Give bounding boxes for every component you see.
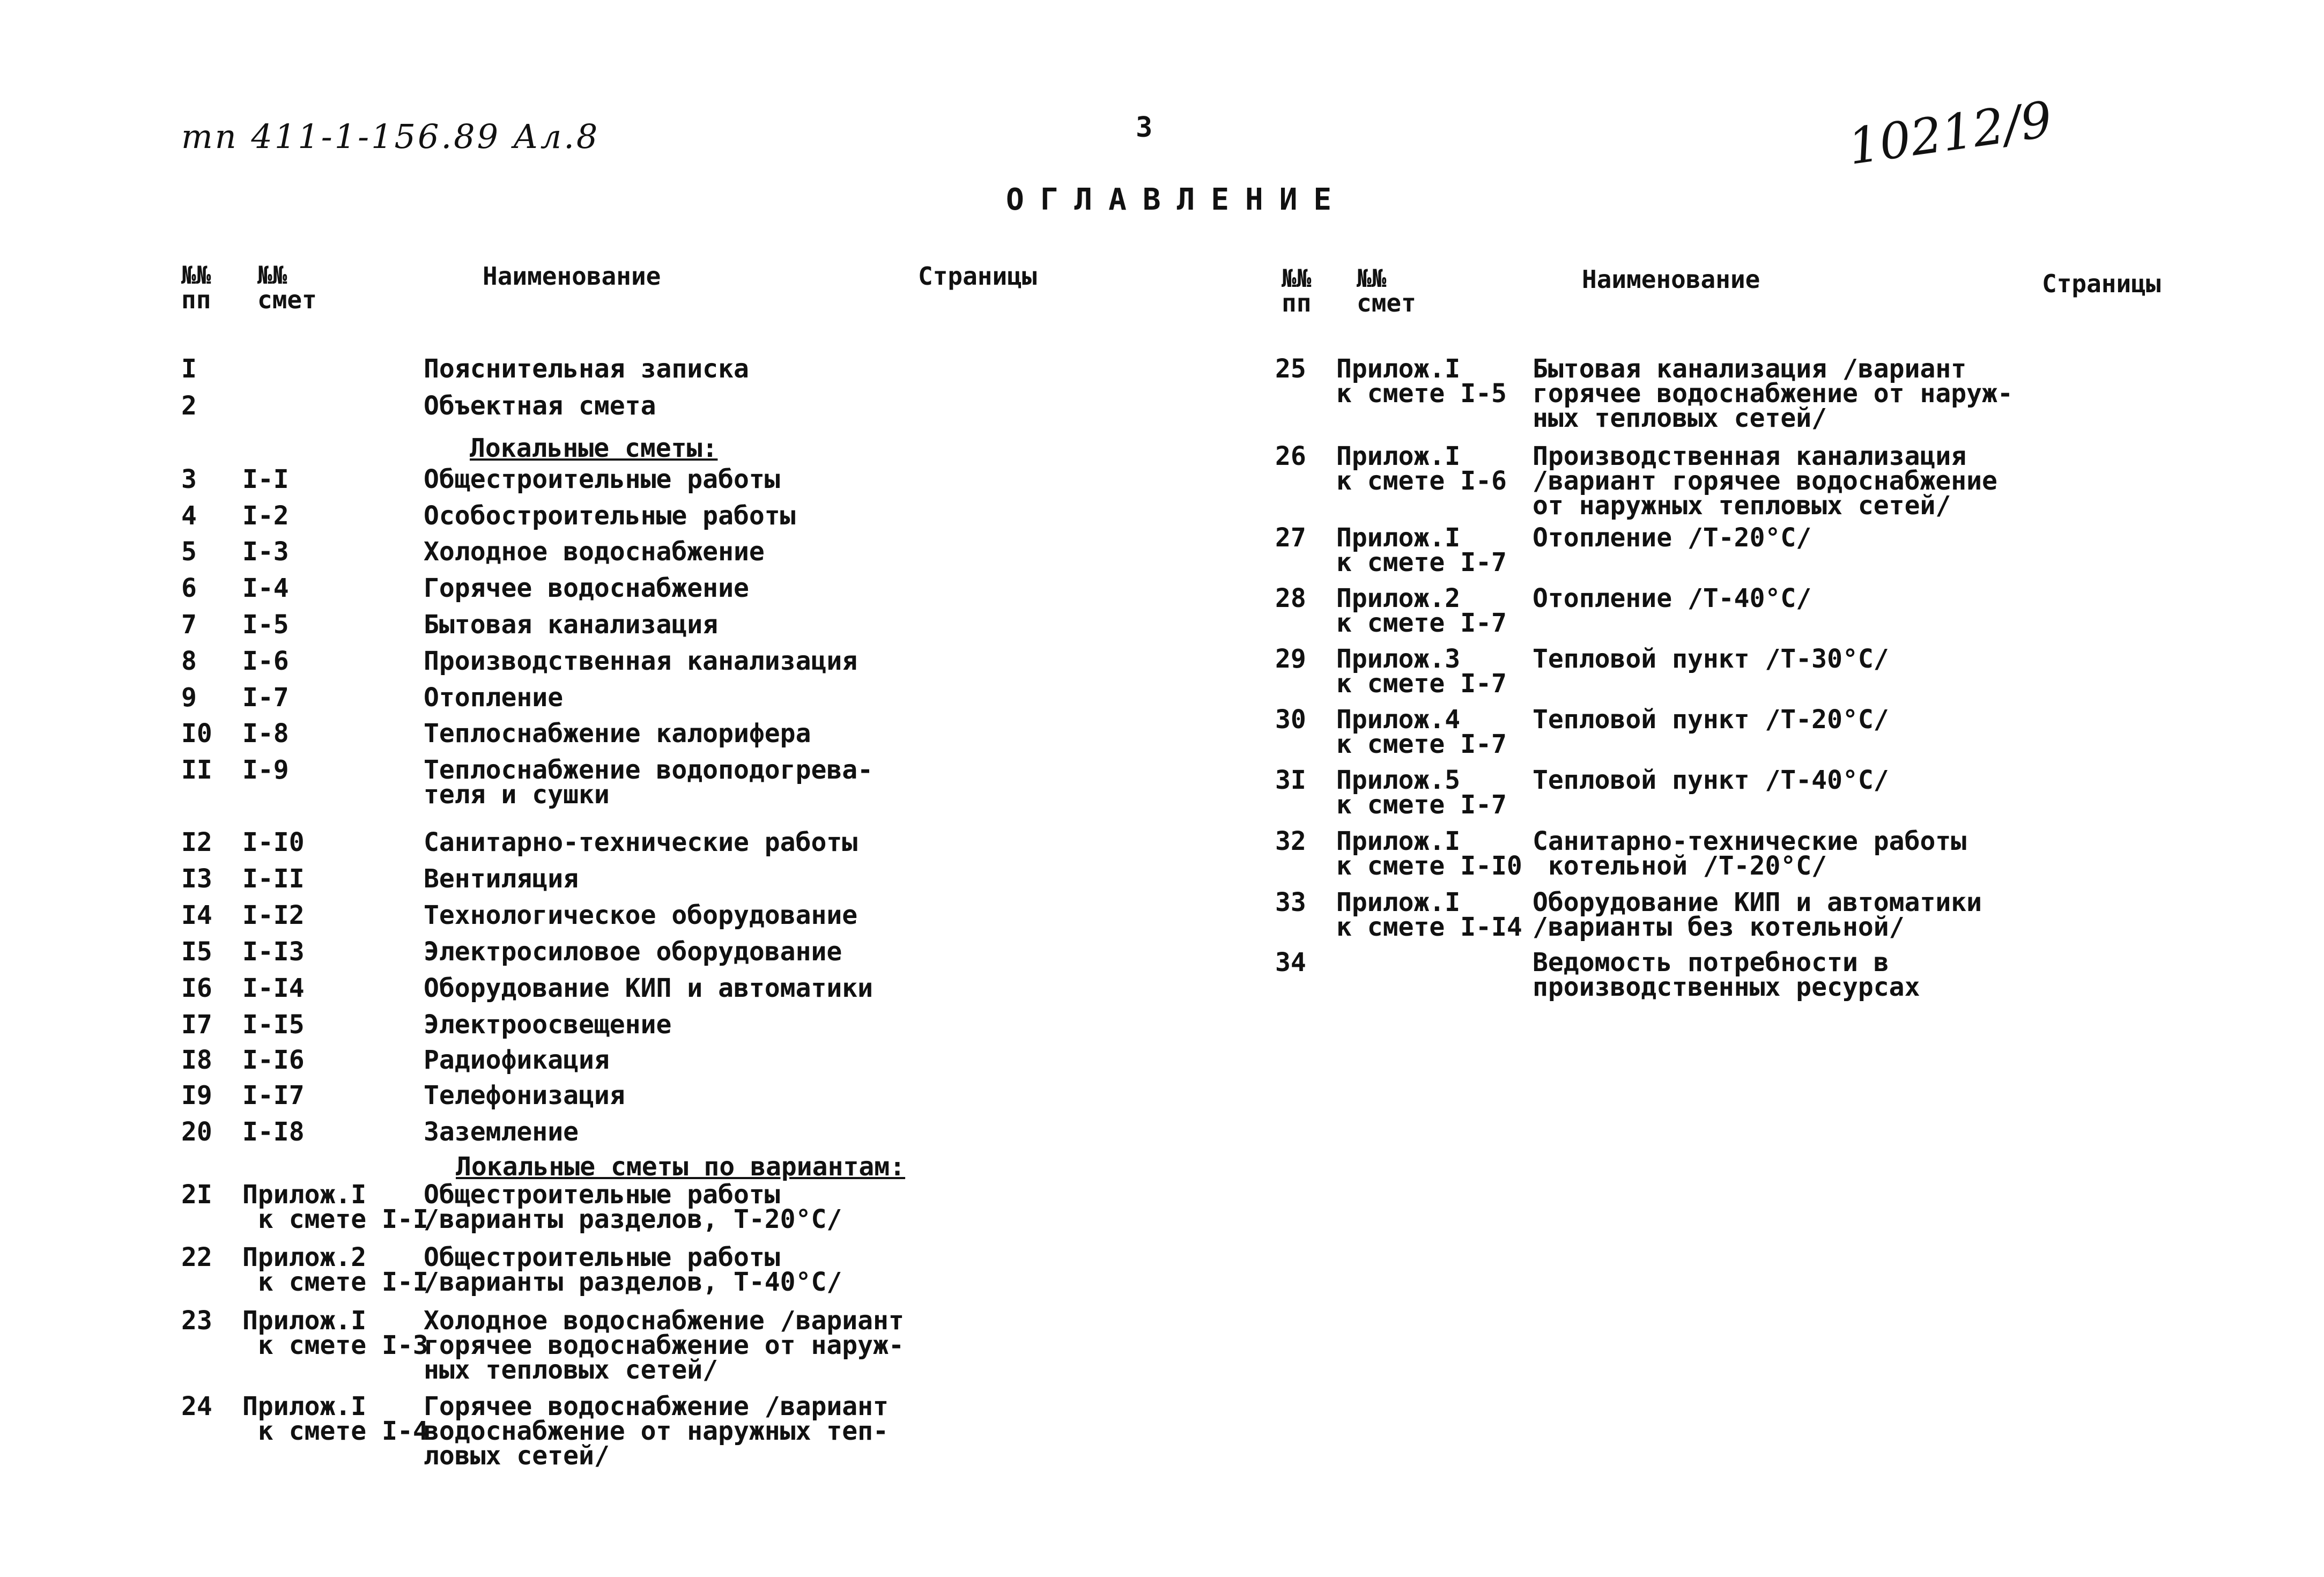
left-toc-row-number: I9 <box>181 1080 212 1110</box>
left-toc-row-number: I8 <box>181 1045 212 1075</box>
left-toc-row-title: Технологическое оборудование <box>424 900 858 930</box>
page-number: 3 <box>1136 112 1153 144</box>
left-toc-row-title: Холодное водоснабжение <box>424 537 765 567</box>
left-toc-row-estimate: Прилож.I к смете I-I <box>242 1180 428 1234</box>
left-toc-row-number: 22 <box>181 1242 212 1272</box>
left-col-name-header: Наименование <box>483 262 661 291</box>
right-toc-row-number: 29 <box>1275 644 1306 674</box>
right-toc-row-number: 32 <box>1275 826 1306 856</box>
left-toc-row-title: Объектная смета <box>424 391 656 421</box>
section-local-estimates: Локальные сметы: <box>470 433 718 463</box>
archive-number: 10212/9 <box>1845 90 2056 176</box>
left-toc-row-title: Электросиловое оборудование <box>424 937 842 967</box>
left-toc-row-estimate: I-I0 <box>242 827 305 857</box>
left-col-num-header: №№ пп <box>181 261 211 314</box>
left-col-smet-header: №№ смет <box>257 261 317 314</box>
right-toc-row-title: Отопление /Т-20°С/ <box>1533 523 1812 553</box>
left-toc-row-number: 8 <box>181 646 197 676</box>
left-toc-row-number: I7 <box>181 1010 212 1040</box>
right-col-smet-header: №№ смет <box>1357 264 1416 317</box>
left-toc-row-number: I4 <box>181 900 212 930</box>
right-toc-row-number: 3I <box>1275 765 1306 795</box>
left-toc-row-number: 23 <box>181 1306 212 1336</box>
left-toc-row-estimate: I-I2 <box>242 900 305 930</box>
right-toc-row-number: 33 <box>1275 887 1306 917</box>
left-toc-row-title: Санитарно-технические работы <box>424 827 858 857</box>
right-toc-row-title: Тепловой пункт /Т-40°С/ <box>1533 765 1889 795</box>
right-toc-row-title: Тепловой пункт /Т-30°С/ <box>1533 644 1889 674</box>
left-toc-row-estimate: I-II <box>242 864 305 894</box>
right-toc-row-estimate: Прилож.2 к смете I-7 <box>1336 583 1507 638</box>
left-toc-row-estimate: I-I8 <box>242 1117 305 1147</box>
right-toc-row-number: 27 <box>1275 523 1306 553</box>
right-toc-row-estimate: Прилож.5 к смете I-7 <box>1336 765 1507 820</box>
right-toc-row-estimate: Прилож.3 к смете I-7 <box>1336 644 1507 699</box>
right-toc-row-estimate: Прилож.4 к смете I-7 <box>1336 705 1507 759</box>
left-toc-row-number: 24 <box>181 1391 212 1421</box>
left-toc-row-estimate: Прилож.2 к смете I-I <box>242 1242 428 1297</box>
left-toc-row-estimate: I-4 <box>242 573 289 603</box>
right-toc-row-title: Тепловой пункт /Т-20°С/ <box>1533 705 1889 735</box>
right-toc-row-title: Производственная канализация /вариант горячее водоснабжение от наружных тепловых сетей/ <box>1533 441 1997 521</box>
right-toc-row-title: Ведомость потребности в производственных ресурсах <box>1533 947 1920 1002</box>
left-toc-row-estimate: I-2 <box>242 501 289 531</box>
left-toc-row-estimate: I-7 <box>242 683 289 713</box>
right-toc-row-estimate: Прилож.I к смете I-5 <box>1336 354 1507 409</box>
right-col-pages-header: Страницы <box>2042 269 2161 298</box>
left-toc-row-title: Пояснительная записка <box>424 354 749 384</box>
left-toc-row-estimate: I-I4 <box>242 973 305 1003</box>
right-toc-row-number: 34 <box>1275 947 1306 978</box>
left-toc-row-estimate: Прилож.I к смете I-3 <box>242 1306 428 1360</box>
left-toc-row-estimate: I-9 <box>242 755 289 785</box>
left-toc-row-title: Заземление <box>424 1117 579 1147</box>
left-toc-row-title: Горячее водоснабжение <box>424 573 749 603</box>
left-toc-row-number: I <box>181 354 197 384</box>
left-toc-row-number: I5 <box>181 937 212 967</box>
left-toc-row-estimate: I-8 <box>242 719 289 749</box>
left-col-pages-header: Страницы <box>918 262 1037 291</box>
left-toc-row-title: Электроосвещение <box>424 1010 672 1040</box>
right-toc-row-title: Бытовая канализация /вариант горячее водоснабжение от наруж- ных тепловых сетей/ <box>1533 354 2013 433</box>
left-toc-row-number: 3 <box>181 464 197 494</box>
right-toc-row-number: 28 <box>1275 583 1306 613</box>
left-toc-row-title: Телефонизация <box>424 1080 625 1110</box>
left-toc-row-number: I3 <box>181 864 212 894</box>
right-col-name-header: Наименование <box>1582 265 1760 294</box>
left-toc-row-number: 2I <box>181 1180 212 1210</box>
left-toc-row-number: 20 <box>181 1117 212 1147</box>
left-toc-row-estimate: I-3 <box>242 537 289 567</box>
left-toc-row-estimate: I-6 <box>242 646 289 676</box>
left-toc-row-title: Оборудование КИП и автоматики <box>424 973 874 1003</box>
left-toc-row-title: Бытовая канализация <box>424 610 719 640</box>
left-toc-row-title: Производственная канализация <box>424 646 858 676</box>
left-toc-row-estimate: I-I7 <box>242 1080 305 1110</box>
left-toc-row-number: 7 <box>181 610 197 640</box>
right-toc-row-estimate: Прилож.I к смете I-I0 <box>1336 826 1522 881</box>
left-toc-row-number: II <box>181 755 212 785</box>
left-toc-row-title: Общестроительные работы <box>424 464 780 494</box>
left-toc-row-title: Теплоснабжение водоподогрева- теля и сушки <box>424 755 874 810</box>
left-toc-row-number: 6 <box>181 573 197 603</box>
right-toc-row-number: 26 <box>1275 441 1306 471</box>
left-toc-row-number: 5 <box>181 537 197 567</box>
page-title: ОГЛАВЛЕНИЕ <box>1006 182 1348 217</box>
right-toc-row-estimate: Прилож.I к смете I-7 <box>1336 523 1507 578</box>
left-toc-row-estimate: I-I5 <box>242 1010 305 1040</box>
left-toc-row-number: I6 <box>181 973 212 1003</box>
left-toc-row-title: Горячее водоснабжение /вариант водоснабжение от наружных теп- ловых сетей/ <box>424 1391 889 1471</box>
left-toc-row-estimate: I-I6 <box>242 1045 305 1075</box>
left-toc-row-estimate: I-5 <box>242 610 289 640</box>
right-toc-row-number: 25 <box>1275 354 1306 384</box>
left-toc-row-number: I2 <box>181 827 212 857</box>
right-toc-row-number: 30 <box>1275 705 1306 735</box>
left-toc-row-estimate: Прилож.I к смете I-4 <box>242 1391 428 1446</box>
document-code: тп 411-1-156.89 Ал.8 <box>181 117 600 156</box>
left-toc-row-number: 2 <box>181 391 197 421</box>
left-toc-row-title: Радиофикация <box>424 1045 610 1075</box>
left-toc-row-title: Особостроительные работы <box>424 501 796 531</box>
left-toc-row-number: I0 <box>181 719 212 749</box>
right-toc-row-estimate: Прилож.I к смете I-6 <box>1336 441 1507 496</box>
left-toc-row-estimate: I-I <box>242 464 289 494</box>
left-toc-row-title: Общестроительные работы /варианты разделов, Т-20°С/ <box>424 1180 842 1234</box>
right-toc-row-title: Отопление /Т-40°С/ <box>1533 583 1812 613</box>
left-toc-row-estimate: I-I3 <box>242 937 305 967</box>
right-toc-row-estimate: Прилож.I к смете I-I4 <box>1336 887 1522 942</box>
left-toc-row-title: Теплоснабжение калорифера <box>424 719 811 749</box>
right-toc-row-title: Оборудование КИП и автоматики /варианты без котельной/ <box>1533 887 1982 942</box>
left-toc-row-title: Холодное водоснабжение /вариант горячее водоснабжение от наруж- ных тепловых сетей/ <box>424 1306 904 1385</box>
right-toc-row-title: Санитарно-технические работы котельной /Т-20°С/ <box>1533 826 1967 881</box>
left-toc-row-title: Вентиляция <box>424 864 579 894</box>
left-toc-row-number: 4 <box>181 501 197 531</box>
right-col-num-header: №№ пп <box>1282 264 1312 317</box>
left-toc-row-number: 9 <box>181 683 197 713</box>
section-local-estimates-variants: Локальные сметы по вариантам: <box>456 1152 906 1182</box>
left-toc-row-title: Общестроительные работы /варианты разделов, Т-40°С/ <box>424 1242 842 1297</box>
left-toc-row-title: Отопление <box>424 683 564 713</box>
